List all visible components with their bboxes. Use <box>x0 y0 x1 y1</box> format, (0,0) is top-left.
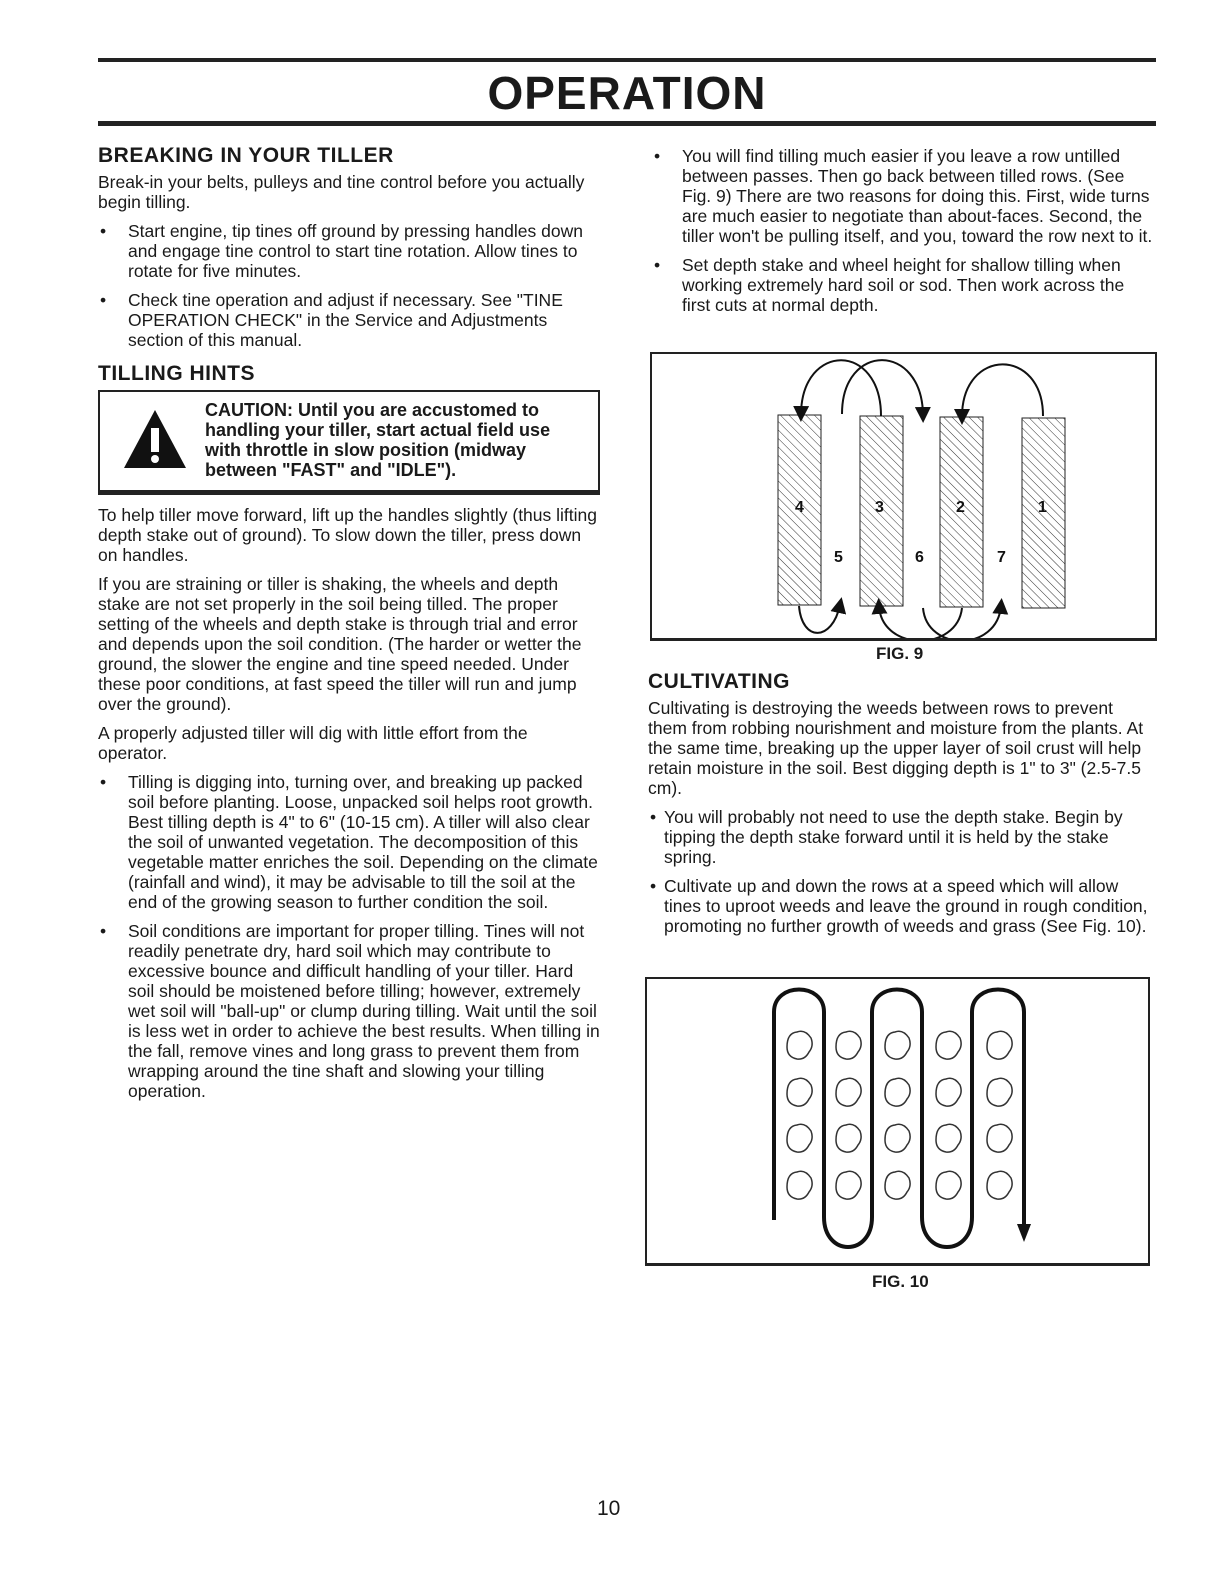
plant-icon <box>936 1124 961 1152</box>
hints-paragraph: A properly adjusted tiller will dig with little effort from the operator. <box>98 723 528 763</box>
plant-icon <box>787 1171 812 1199</box>
plant-icon <box>836 1031 861 1059</box>
plant-icon <box>836 1078 861 1106</box>
plant-icon <box>987 1031 1012 1059</box>
cultivating-diagram <box>647 979 1148 1263</box>
hints-heading: TILLING HINTS <box>98 362 255 385</box>
plant-icon <box>987 1078 1012 1106</box>
row-label-6: 6 <box>915 549 924 566</box>
plant-icon <box>787 1124 812 1152</box>
row-label-2: 2 <box>956 499 965 516</box>
hints-paragraph: To help tiller move forward, lift up the handles slightly (thus lifting depth stake out of ground). To slow down the tiller, press down on handles. <box>98 505 597 565</box>
right-column-bottom <box>648 672 1152 945</box>
plant-icon <box>987 1171 1012 1199</box>
breaking-bullet: • Start engine, tip tines off ground by pressing handles down and engage tine control to start tine rotation. Allow tines to rotate for five minutes. <box>98 221 600 281</box>
plant-icon <box>936 1078 961 1106</box>
row-label-5: 5 <box>834 549 843 566</box>
row-label-1: 1 <box>1038 499 1047 516</box>
plant-icon <box>885 1031 910 1059</box>
page-title: OPERATION <box>487 67 767 119</box>
page-number: 10 <box>597 1497 621 1520</box>
plant-icon <box>787 1078 812 1106</box>
plant-icon <box>787 1031 812 1059</box>
hints-bullet: • Soil conditions are important for proper tilling. Tines will not readily penetrate dry, hard soil which may contribute to excessive bounce and difficult handling of your tiller. Hard soil should be moistened before tilling; however, extremely wet soil will "ball-up" or clump during tilling. Wait until the soil is less wet in order to achieve the best results. When tilling in the fall, remove vines and long grass to prevent them from wrapping around the tine shaft and slowing your tilling operation. <box>98 921 600 1101</box>
right-bullet: • You will find tilling much easier if you leave a row untilled between passes. Then go back between tilled rows. (See Fig. 9) There are two reasons for doing this. First, wide turns are much easier to negotiate than about-faces. Second, the tiller won't be pulling itself, and you, toward the row next to it. <box>652 146 1156 246</box>
row-label-4: 4 <box>795 499 804 516</box>
caution-text: CAUTION: Until you are accustomed to handling your tiller, start actual field use with throttle in slow position (midway between "FAST" and "IDLE"). <box>205 400 551 480</box>
header-rule-top <box>98 58 1156 62</box>
cultivating-intro: Cultivating is destroying the weeds between rows to prevent them from robbing nourishment and moisture from the plants. At the same time, breaking up the upper layer of soil crust will help retain moisture in the soil. Best digging depth is 1" to 3" (2.5-7.5 cm). <box>648 698 1144 798</box>
warning-icon <box>122 408 188 470</box>
plant-icon <box>885 1171 910 1199</box>
plant-icon <box>836 1124 861 1152</box>
right-bullet: • Set depth stake and wheel height for shallow tilling when working extremely hard soil or sod. Then work across the first cuts at normal depth. <box>652 255 1156 315</box>
cultivating-bullet: • Cultivate up and down the rows at a speed which will allow tines to uproot weeds and leave the ground in rough condition, promoting no further growth of weeds and grass (See Fig. 10). <box>648 876 1152 936</box>
fig10-caption: FIG. 10 <box>872 1272 929 1291</box>
plant-icon <box>885 1078 910 1106</box>
cultivating-bullet: • You will probably not need to use the depth stake. Begin by tipping the depth stake forward until it is held by the stake spring. <box>648 807 1152 867</box>
figure-10 <box>645 977 1150 1266</box>
header-rule-bottom <box>98 121 1156 126</box>
left-column <box>98 146 600 1110</box>
plant-icon <box>987 1124 1012 1152</box>
plant-icon <box>836 1171 861 1199</box>
fig9-caption: FIG. 9 <box>876 644 924 663</box>
breaking-heading: BREAKING IN YOUR TILLER <box>98 144 394 167</box>
caution-box <box>98 390 600 495</box>
row-tilling-diagram <box>652 354 1155 638</box>
plant-icon <box>936 1171 961 1199</box>
breaking-bullet: • Check tine operation and adjust if necessary. See "TINE OPERATION CHECK" in the Service and Adjustments section of this manual. <box>98 290 600 350</box>
cultivating-heading: CULTIVATING <box>648 670 790 693</box>
breaking-intro: Break-in your belts, pulleys and tine control before you actually begin tilling. <box>98 172 585 212</box>
figure-9 <box>650 352 1157 641</box>
row-label-3: 3 <box>875 499 884 516</box>
right-column-top <box>652 146 1156 324</box>
plant-icon <box>885 1124 910 1152</box>
plant-icon <box>936 1031 961 1059</box>
row-label-7: 7 <box>997 549 1006 566</box>
hints-paragraph: If you are straining or tiller is shaking, the wheels and depth stake are not set properly in the soil being tilled. The proper setting of the wheels and depth stake is through trial and error and depends upon the soil condition. (The harder or wetter the ground, the slower the engine and tine speed needed. Under these poor conditions, at fast speed the tiller will run and jump over the ground). <box>98 574 582 714</box>
hints-bullet: • Tilling is digging into, turning over, and breaking up packed soil before planting. Loose, unpacked soil helps root growth. Best tilling depth is 4" to 6" (10-15 cm). A tiller will also clear the soil of unwanted vegetation. The decomposition of this vegetable matter enriches the soil. Depending on the climate (rainfall and wind), it may be advisable to till the soil at the end of the growing season to further condition the soil. <box>98 772 600 912</box>
